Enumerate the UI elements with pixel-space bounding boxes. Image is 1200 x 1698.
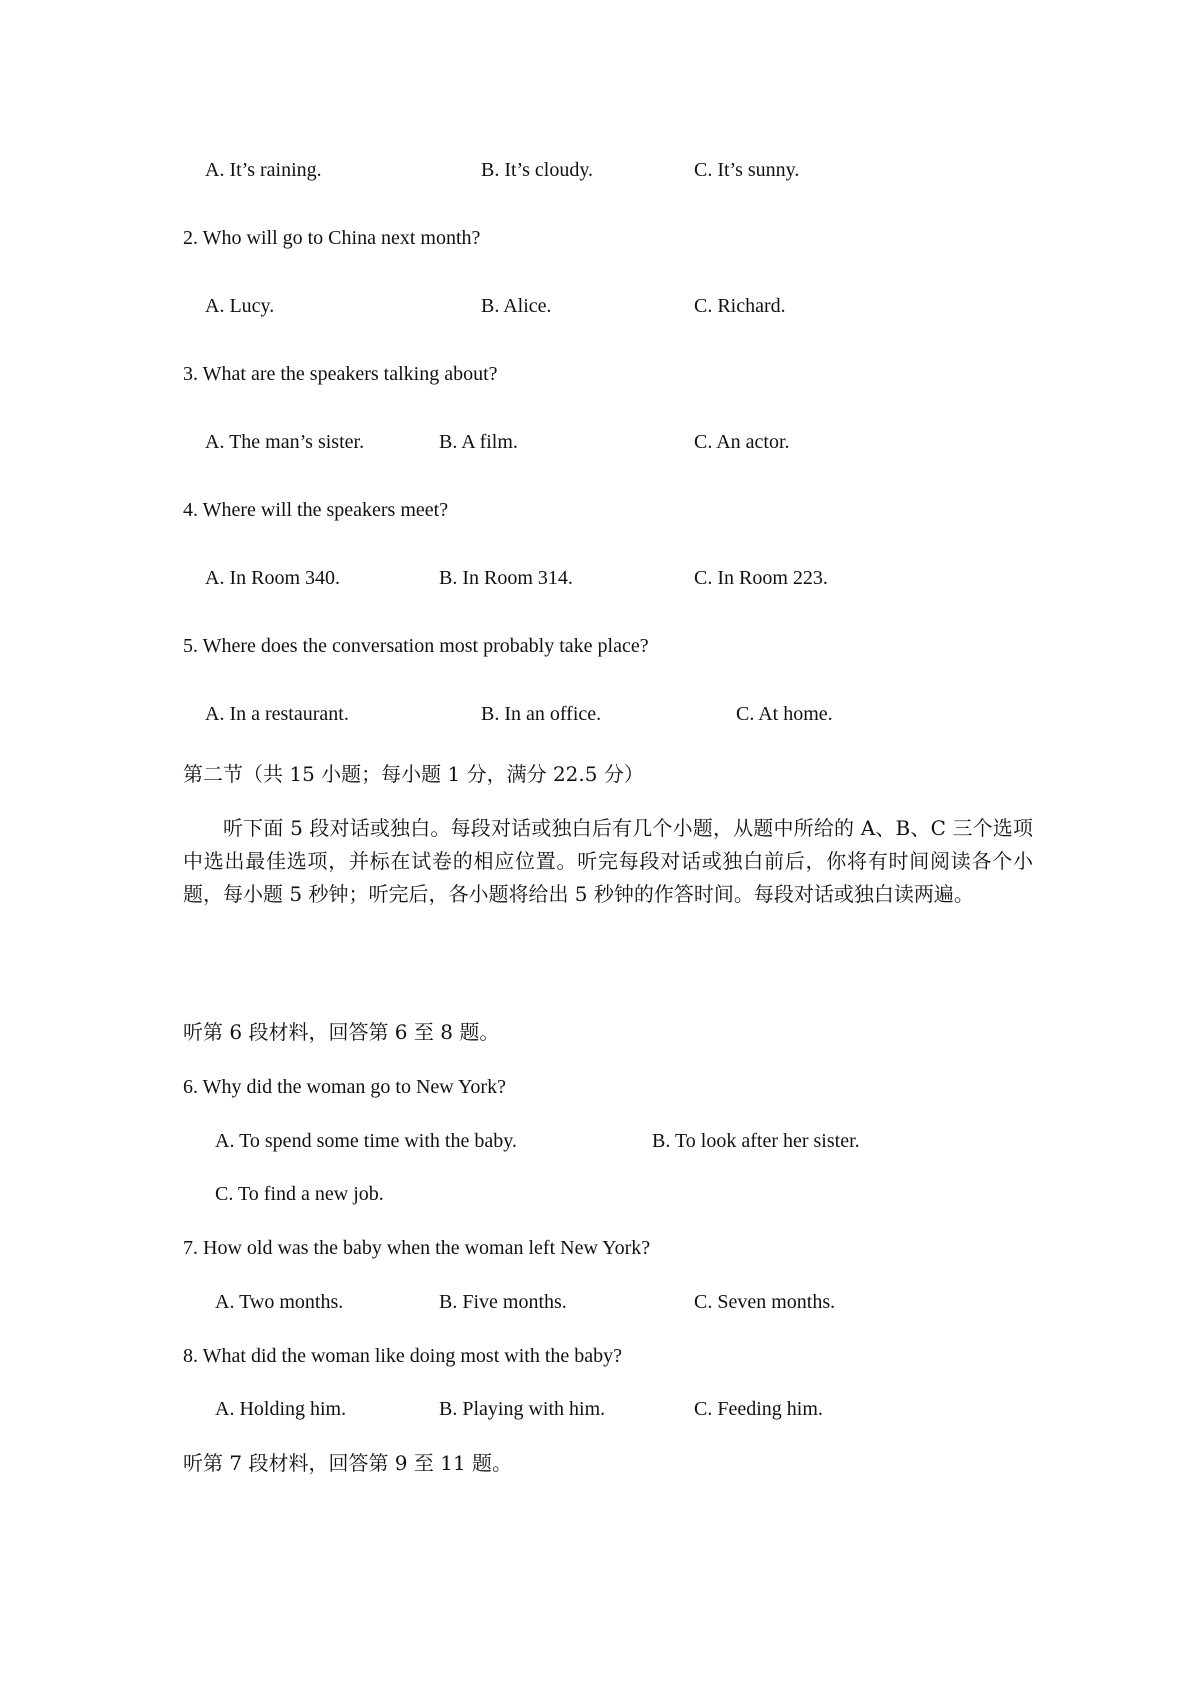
q6-option-b: B. To look after her sister. bbox=[652, 1130, 860, 1152]
q6-option-c: C. To find a new job. bbox=[215, 1183, 384, 1205]
q8-question: 8. What did the woman like doing most with the baby? bbox=[183, 1345, 623, 1367]
q8-option-a: A. Holding him. bbox=[215, 1398, 347, 1420]
section2-heading: 第二节（共 15 小题；每小题 1 分，满分 22.5 分） bbox=[183, 762, 644, 786]
q2-option-a: A. Lucy. bbox=[205, 295, 275, 317]
q8-option-b: B. Playing with him. bbox=[439, 1398, 606, 1420]
q1-option-a: A. It’s raining. bbox=[205, 159, 322, 181]
q7-option-a: A. Two months. bbox=[215, 1291, 344, 1313]
q6-question: 6. Why did the woman go to New York? bbox=[183, 1076, 506, 1098]
q4-question: 4. Where will the speakers meet? bbox=[183, 499, 449, 521]
q5-option-a: A. In a restaurant. bbox=[205, 703, 349, 725]
q2-option-c: C. Richard. bbox=[694, 295, 786, 317]
q4-option-a: A. In Room 340. bbox=[205, 567, 340, 589]
q8-option-c: C. Feeding him. bbox=[694, 1398, 823, 1420]
material7-label: 听第 7 段材料，回答第 9 至 11 题。 bbox=[183, 1451, 513, 1475]
material6-label: 听第 6 段材料，回答第 6 至 8 题。 bbox=[183, 1020, 500, 1044]
q5-question: 5. Where does the conversation most probably take place? bbox=[183, 635, 649, 657]
q1-option-c: C. It’s sunny. bbox=[694, 159, 800, 181]
q2-option-b: B. Alice. bbox=[481, 295, 552, 317]
section2-instructions: 听下面 5 段对话或独白。每段对话或独白后有几个小题，从题中所给的 A、B、C 三个选项中选出最佳选项，并标在试卷的相应位置。听完每段对话或独白前后，你将有时间阅读各个小题，每小题 5 秒钟；听完后，各小题将给出 5 秒钟的作答时间。每段对话或独白读两遍。 bbox=[183, 816, 1033, 906]
q3-option-c: C. An actor. bbox=[694, 431, 790, 453]
q2-question: 2. Who will go to China next month? bbox=[183, 227, 481, 249]
q7-option-c: C. Seven months. bbox=[694, 1291, 836, 1313]
q5-option-b: B. In an office. bbox=[481, 703, 602, 725]
q3-question: 3. What are the speakers talking about? bbox=[183, 363, 498, 385]
q7-option-b: B. Five months. bbox=[439, 1291, 567, 1313]
q3-option-b: B. A film. bbox=[439, 431, 518, 453]
q5-option-c: C. At home. bbox=[736, 703, 833, 725]
q4-option-c: C. In Room 223. bbox=[694, 567, 828, 589]
q3-option-a: A. The man’s sister. bbox=[205, 431, 365, 453]
q4-option-b: B. In Room 314. bbox=[439, 567, 573, 589]
q6-option-a: A. To spend some time with the baby. bbox=[215, 1130, 517, 1152]
q7-question: 7. How old was the baby when the woman left New York? bbox=[183, 1237, 651, 1259]
q1-option-b: B. It’s cloudy. bbox=[481, 159, 594, 181]
